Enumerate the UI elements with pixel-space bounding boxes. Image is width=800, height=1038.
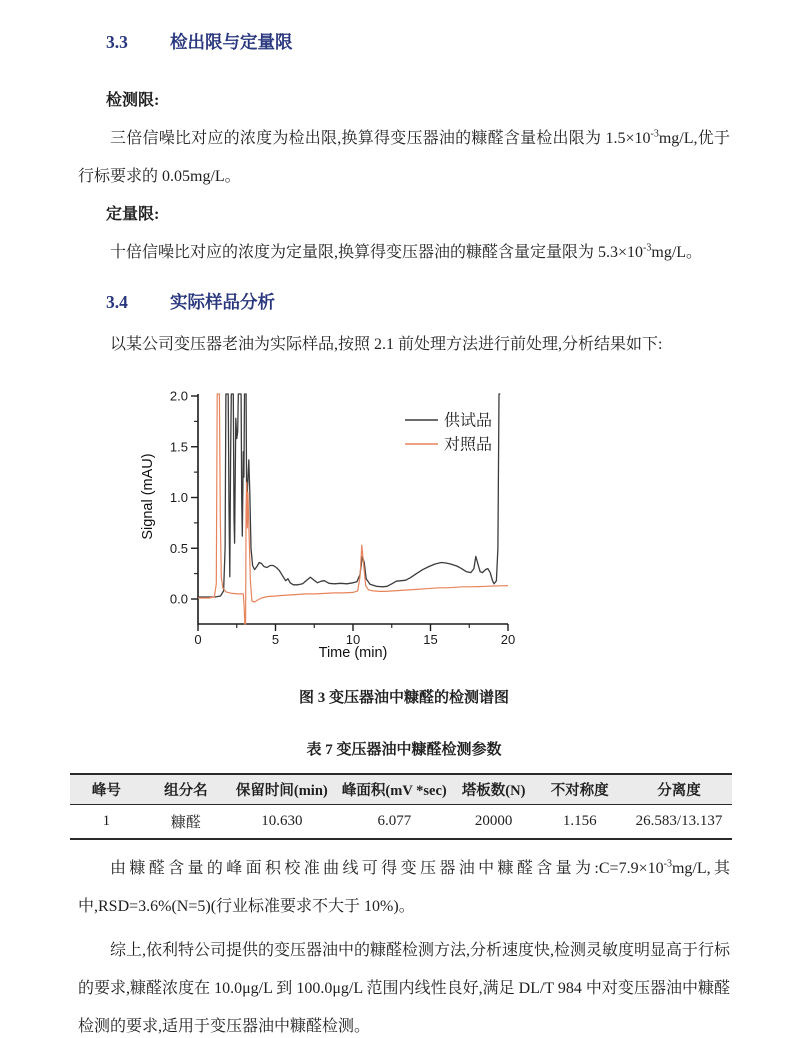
section-title: 检出限与定量限: [170, 32, 293, 52]
paragraph-text: 由糠醛含量的峰面积校准曲线可得变压器油中糠醛含量为:C=7.9×10: [110, 860, 664, 877]
paragraph-conclusion: 综上,依利特公司提供的变压器油中的糠醛检测方法,分析速度快,检测灵敏度明显高于行标的要求,糠醛浓度在 10.0μg/L 到 100.0μg/L 范围内线性良好,满足 DL/T 984 中对变压器油中糠醛检测的要求,适用于变压器油中糠醛检测。: [78, 942, 731, 1035]
svg-text:10: 10: [345, 632, 361, 647]
table-header-cell: 不对称度: [533, 774, 626, 805]
table-cell: 10.630: [261, 813, 303, 829]
paragraph-detection-limit: [78, 120, 730, 196]
svg-text:0.0: 0.0: [169, 591, 188, 607]
table-cell: 1.156: [562, 813, 597, 829]
table-header-cell: 组分名: [143, 774, 229, 805]
table-body: [70, 805, 732, 840]
section-title: 实际样品分析: [170, 292, 275, 312]
detection-limit-label: 检测限:: [106, 92, 160, 109]
legend-label-1: 对照品: [444, 436, 493, 454]
svg-text:1.5: 1.5: [169, 439, 188, 455]
parameters-table: [70, 773, 732, 840]
table-cell: 20000: [474, 813, 513, 829]
superscript-exponent: -3: [663, 858, 672, 870]
paragraph-quantitation-limit: [78, 234, 730, 272]
table-row: [70, 805, 732, 840]
figure-caption: 图 3 变压器油中糠醛的检测谱图: [298, 690, 509, 706]
paragraph-result: [78, 850, 730, 926]
paragraph-sample-intro: 以某公司变压器老油为实际样品,按照 2.1 前处理方法进行前处理,分析结果如下:: [110, 336, 663, 353]
svg-text:15: 15: [423, 632, 438, 647]
svg-text:20: 20: [500, 632, 516, 647]
svg-text:5: 5: [271, 632, 280, 647]
svg-text:0.5: 0.5: [169, 540, 188, 556]
superscript-exponent: -3: [643, 242, 652, 254]
svg-text:2.0: 2.0: [169, 388, 188, 404]
table-cell: 26.583/13.137: [635, 813, 723, 829]
table-header-cell: 峰面积(mV *sec): [335, 774, 454, 805]
y-axis-title: Signal (mAU): [140, 453, 156, 540]
table-cell: 糠醛: [170, 815, 201, 831]
table-header-row: [70, 774, 732, 805]
x-axis-title: Time (min): [318, 645, 388, 661]
chromatogram-chart: [138, 386, 534, 671]
svg-text:1.0: 1.0: [169, 490, 188, 505]
paragraph-text: mg/L。: [651, 244, 703, 261]
table-header-cell: 分离度: [626, 774, 732, 805]
paragraph-text: mg/L,优于行标要求的 0.05mg/L。: [78, 130, 730, 185]
superscript-exponent: -3: [650, 128, 659, 140]
table-cell: 1: [102, 813, 111, 829]
quantitation-limit-label: 定量限:: [106, 206, 160, 223]
chart-svg: [138, 386, 534, 671]
table-header-cell: 峰号: [70, 774, 143, 805]
svg-text:0: 0: [194, 632, 202, 647]
table-cell: 6.077: [377, 813, 412, 829]
paragraph-text: mg/L,其中,RSD=3.6%(N=5)(行业标准要求不大于 10%)。: [78, 860, 730, 915]
table-caption: 表 7 变压器油中糠醛检测参数: [306, 742, 502, 758]
table-header-cell: 塔板数(N): [454, 774, 533, 805]
section-number: 3.4: [106, 292, 128, 312]
paragraph-text: 十倍信噪比对应的浓度为定量限,换算得变压器油的糠醛含量定量限为 5.3×10: [110, 244, 644, 261]
section-heading-3-4: [106, 290, 730, 314]
table-header-cell: 保留时间(min): [229, 774, 335, 805]
section-number: 3.3: [106, 32, 128, 52]
paragraph-text: 三倍信噪比对应的浓度为检出限,换算得变压器油的糠醛含量检出限为 1.5×10: [110, 130, 651, 147]
section-heading-3-3: [106, 30, 730, 54]
legend-label-0: 供试品: [444, 412, 493, 430]
